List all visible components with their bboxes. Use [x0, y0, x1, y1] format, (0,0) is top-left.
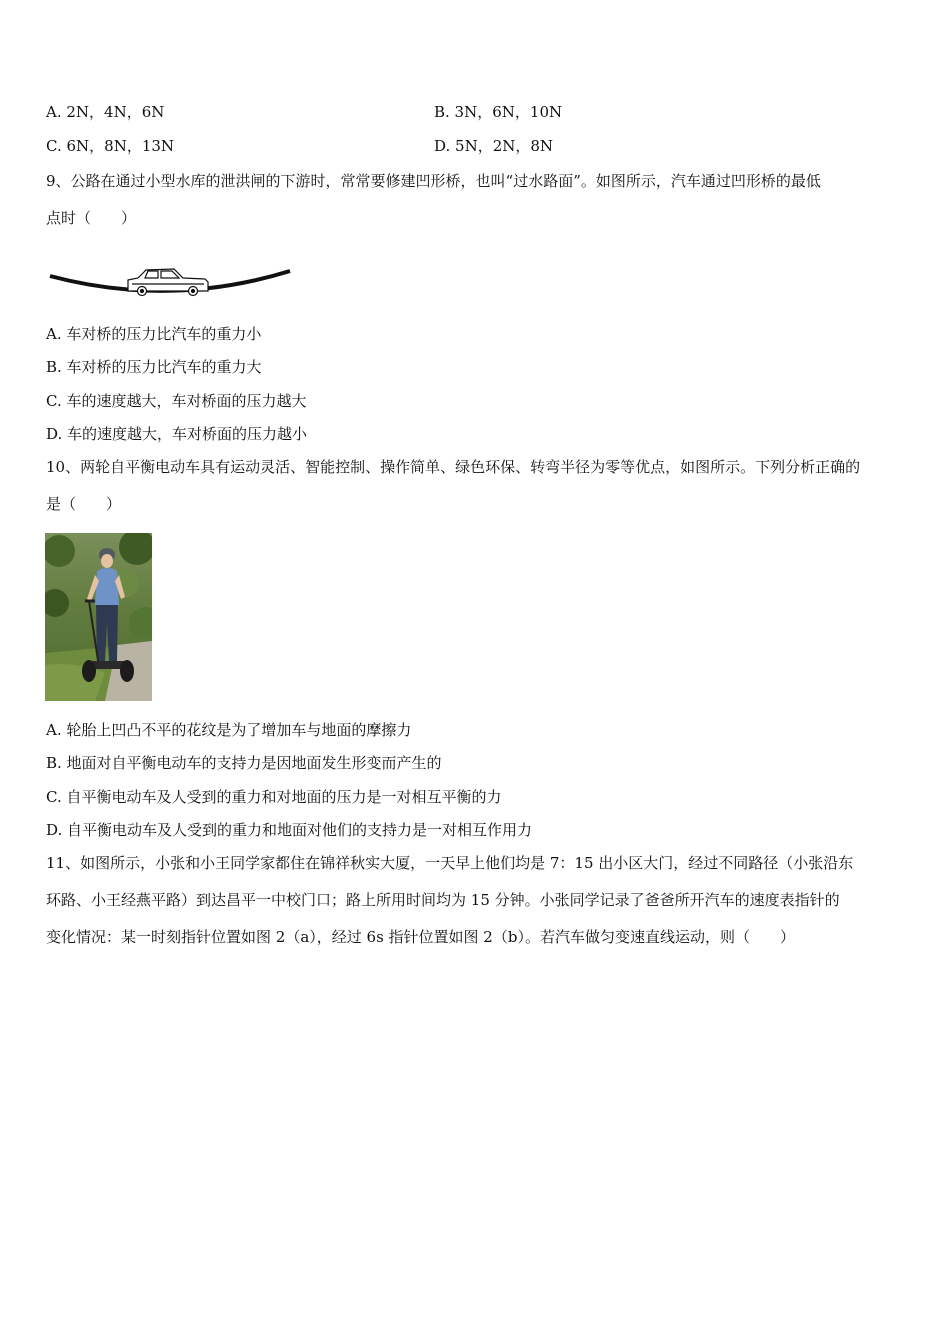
q9-option-b: B. 车对桥的压力比汽车的重力大 [46, 358, 262, 376]
car-icon [128, 269, 208, 296]
q8-option-c: C. 6N，8N，13N [46, 137, 175, 155]
q11-stem-line2: 环路、小王经燕平路）到达昌平一中校门口；路上所用时间均为 15 分钟。小张同学记录了爸爸所开汽车的速度表指针的 [46, 891, 840, 909]
q8-option-a: A. 2N，4N，6N [46, 103, 165, 121]
q9-stem-line2: 点时（ ） [46, 209, 137, 227]
q9-option-c: C. 车的速度越大，车对桥面的压力越大 [46, 392, 307, 410]
q11-stem-line1: 11、如图所示，小张和小王同学家都住在锦祥秋实大厦，一天早上他们均是 7：15 出小区大门，经过不同路径（小张沿东 [46, 854, 854, 872]
q9-option-a: A. 车对桥的压力比汽车的重力小 [46, 325, 262, 343]
q10-option-c: C. 自平衡电动车及人受到的重力和对地面的压力是一对相互平衡的力 [46, 788, 502, 806]
q9-option-d: D. 车的速度越大，车对桥面的压力越小 [46, 425, 308, 443]
segway-photo [45, 533, 152, 701]
q10-stem-line1: 10、两轮自平衡电动车具有运动灵活、智能控制、操作简单、绿色环保、转弯半径为零等优点，如图所示。下列分析正确的 [46, 458, 861, 476]
q10-option-a: A. 轮胎上凹凸不平的花纹是为了增加车与地面的摩擦力 [46, 721, 412, 739]
concave-bridge-figure [46, 262, 296, 302]
q11-stem-line3: 变化情况：某一时刻指针位置如图 2（a），经过 6s 指针位置如图 2（b）。若汽车做匀变速直线运动，则（ ） [46, 928, 795, 946]
q9-stem-line1: 9、公路在通过小型水库的泄洪闸的下游时，常常要修建凹形桥，也叫“过水路面”。如图所示，汽车通过凹形桥的最低 [46, 172, 821, 190]
q10-option-d: D. 自平衡电动车及人受到的重力和地面对他们的支持力是一对相互作用力 [46, 821, 533, 839]
q10-option-b: B. 地面对自平衡电动车的支持力是因地面发生形变而产生的 [46, 754, 442, 772]
q10-stem-line2: 是（ ） [46, 495, 122, 513]
q8-option-d: D. 5N，2N，8N [434, 137, 554, 155]
q8-option-b: B. 3N，6N，10N [434, 103, 563, 121]
